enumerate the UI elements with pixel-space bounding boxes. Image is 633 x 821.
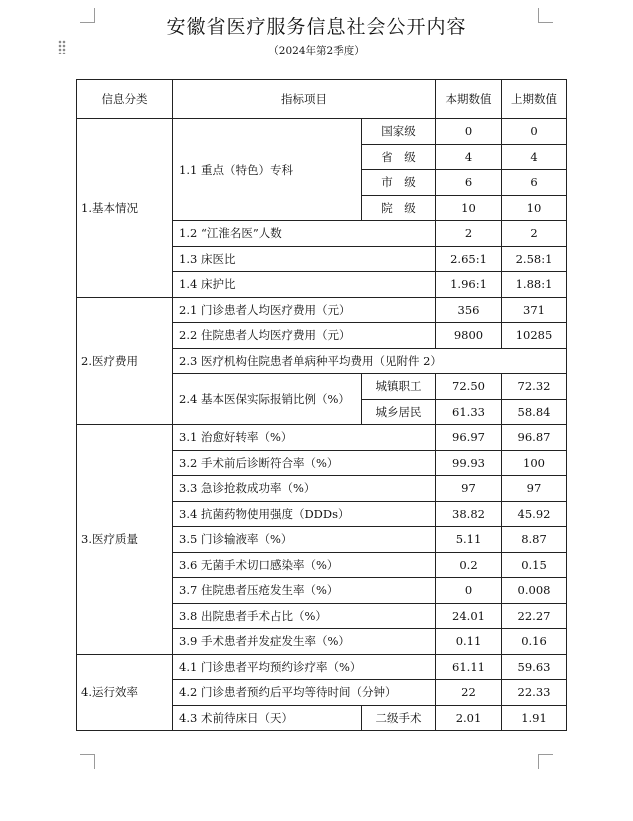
table-header-row — [77, 80, 567, 119]
current-value: 96.97 — [436, 425, 502, 451]
current-value: 97 — [436, 476, 502, 502]
previous-value: 6 — [502, 170, 567, 196]
previous-value: 4 — [502, 144, 567, 170]
indicator-insurance: 2.4 基本医保实际报销比例（%） — [173, 374, 362, 425]
current-value: 10 — [436, 195, 502, 221]
indicator-label: 2.1 门诊患者人均医疗费用（元） — [173, 297, 436, 323]
current-value: 2.65:1 — [436, 246, 502, 272]
current-value: 4 — [436, 144, 502, 170]
sub-level: 省 级 — [362, 144, 436, 170]
current-value: 1.96:1 — [436, 272, 502, 298]
indicator-preop-days: 4.3 术前待床日（天） — [173, 705, 362, 731]
crop-mark-bottom-right — [538, 754, 553, 769]
indicator-label: 3.8 出院患者手术占比（%） — [173, 603, 436, 629]
previous-value: 0.15 — [502, 552, 567, 578]
current-value: 72.50 — [436, 374, 502, 400]
previous-value: 371 — [502, 297, 567, 323]
indicator-label: 3.5 门诊输液率（%） — [173, 527, 436, 553]
previous-value: 10 — [502, 195, 567, 221]
current-value: 24.01 — [436, 603, 502, 629]
current-value: 5.11 — [436, 527, 502, 553]
sub-group: 城乡居民 — [362, 399, 436, 425]
previous-value: 59.63 — [502, 654, 567, 680]
current-value: 38.82 — [436, 501, 502, 527]
table-row — [77, 297, 567, 323]
indicator-single-disease: 2.3 医疗机构住院患者单病种平均费用（见附件 2） — [173, 348, 567, 374]
category-quality: 3.医疗质量 — [77, 425, 173, 655]
category-cost: 2.医疗费用 — [77, 297, 173, 425]
previous-value: 0 — [502, 119, 567, 145]
indicator-label: 3.4 抗菌药物使用强度（DDDs） — [173, 501, 436, 527]
indicator-label: 3.3 急诊抢救成功率（%） — [173, 476, 436, 502]
category-basic: 1.基本情况 — [77, 119, 173, 298]
indicator-label: 4.2 门诊患者预约后平均等待时间（分钟） — [173, 680, 436, 706]
previous-value: 1.88:1 — [502, 272, 567, 298]
previous-value: 58.84 — [502, 399, 567, 425]
header-indicator: 指标项目 — [173, 80, 436, 119]
indicator-label: 3.6 无菌手术切口感染率（%） — [173, 552, 436, 578]
header-previous: 上期数值 — [502, 80, 567, 119]
previous-value: 22.27 — [502, 603, 567, 629]
previous-value: 2 — [502, 221, 567, 247]
table-row — [77, 654, 567, 680]
previous-value: 97 — [502, 476, 567, 502]
indicator-label: 3.9 手术患者并发症发生率（%） — [173, 629, 436, 655]
indicator-key-specialty: 1.1 重点（特色）专科 — [173, 119, 362, 221]
previous-value: 96.87 — [502, 425, 567, 451]
previous-value: 0.008 — [502, 578, 567, 604]
current-value: 61.33 — [436, 399, 502, 425]
previous-value: 100 — [502, 450, 567, 476]
crop-mark-bottom-left — [80, 754, 95, 769]
category-efficiency: 4.运行效率 — [77, 654, 173, 731]
indicator-label: 3.2 手术前后诊断符合率（%） — [173, 450, 436, 476]
current-value: 0 — [436, 578, 502, 604]
previous-value: 1.91 — [502, 705, 567, 731]
indicator-label: 3.1 治愈好转率（%） — [173, 425, 436, 451]
indicator-label: 1.2 “江淮名医”人数 — [173, 221, 436, 247]
indicator-label: 4.1 门诊患者平均预约诊疗率（%） — [173, 654, 436, 680]
sub-group: 城镇职工 — [362, 374, 436, 400]
current-value: 99.93 — [436, 450, 502, 476]
current-value: 0.11 — [436, 629, 502, 655]
sub-surgery-level: 二级手术 — [362, 705, 436, 731]
header-category: 信息分类 — [77, 80, 173, 119]
current-value: 356 — [436, 297, 502, 323]
document-subtitle: （2024年第2季度） — [268, 45, 365, 57]
previous-value: 0.16 — [502, 629, 567, 655]
table-row — [77, 119, 567, 145]
sub-level: 国家级 — [362, 119, 436, 145]
indicator-label: 3.7 住院患者压疮发生率（%） — [173, 578, 436, 604]
table-row — [77, 425, 567, 451]
current-value: 2.01 — [436, 705, 502, 731]
current-value: 9800 — [436, 323, 502, 349]
previous-value: 22.33 — [502, 680, 567, 706]
previous-value: 72.32 — [502, 374, 567, 400]
sub-level: 市 级 — [362, 170, 436, 196]
current-value: 6 — [436, 170, 502, 196]
indicator-label: 1.3 床医比 — [173, 246, 436, 272]
current-value: 0 — [436, 119, 502, 145]
previous-value: 10285 — [502, 323, 567, 349]
header-current: 本期数值 — [436, 80, 502, 119]
info-table — [76, 79, 567, 731]
previous-value: 2.58:1 — [502, 246, 567, 272]
indicator-label: 2.2 住院患者人均医疗费用（元） — [173, 323, 436, 349]
current-value: 22 — [436, 680, 502, 706]
current-value: 2 — [436, 221, 502, 247]
previous-value: 8.87 — [502, 527, 567, 553]
current-value: 61.11 — [436, 654, 502, 680]
document-title: 安徽省医疗服务信息社会公开内容 — [166, 16, 467, 38]
previous-value: 45.92 — [502, 501, 567, 527]
indicator-label: 1.4 床护比 — [173, 272, 436, 298]
sub-level: 院 级 — [362, 195, 436, 221]
current-value: 0.2 — [436, 552, 502, 578]
